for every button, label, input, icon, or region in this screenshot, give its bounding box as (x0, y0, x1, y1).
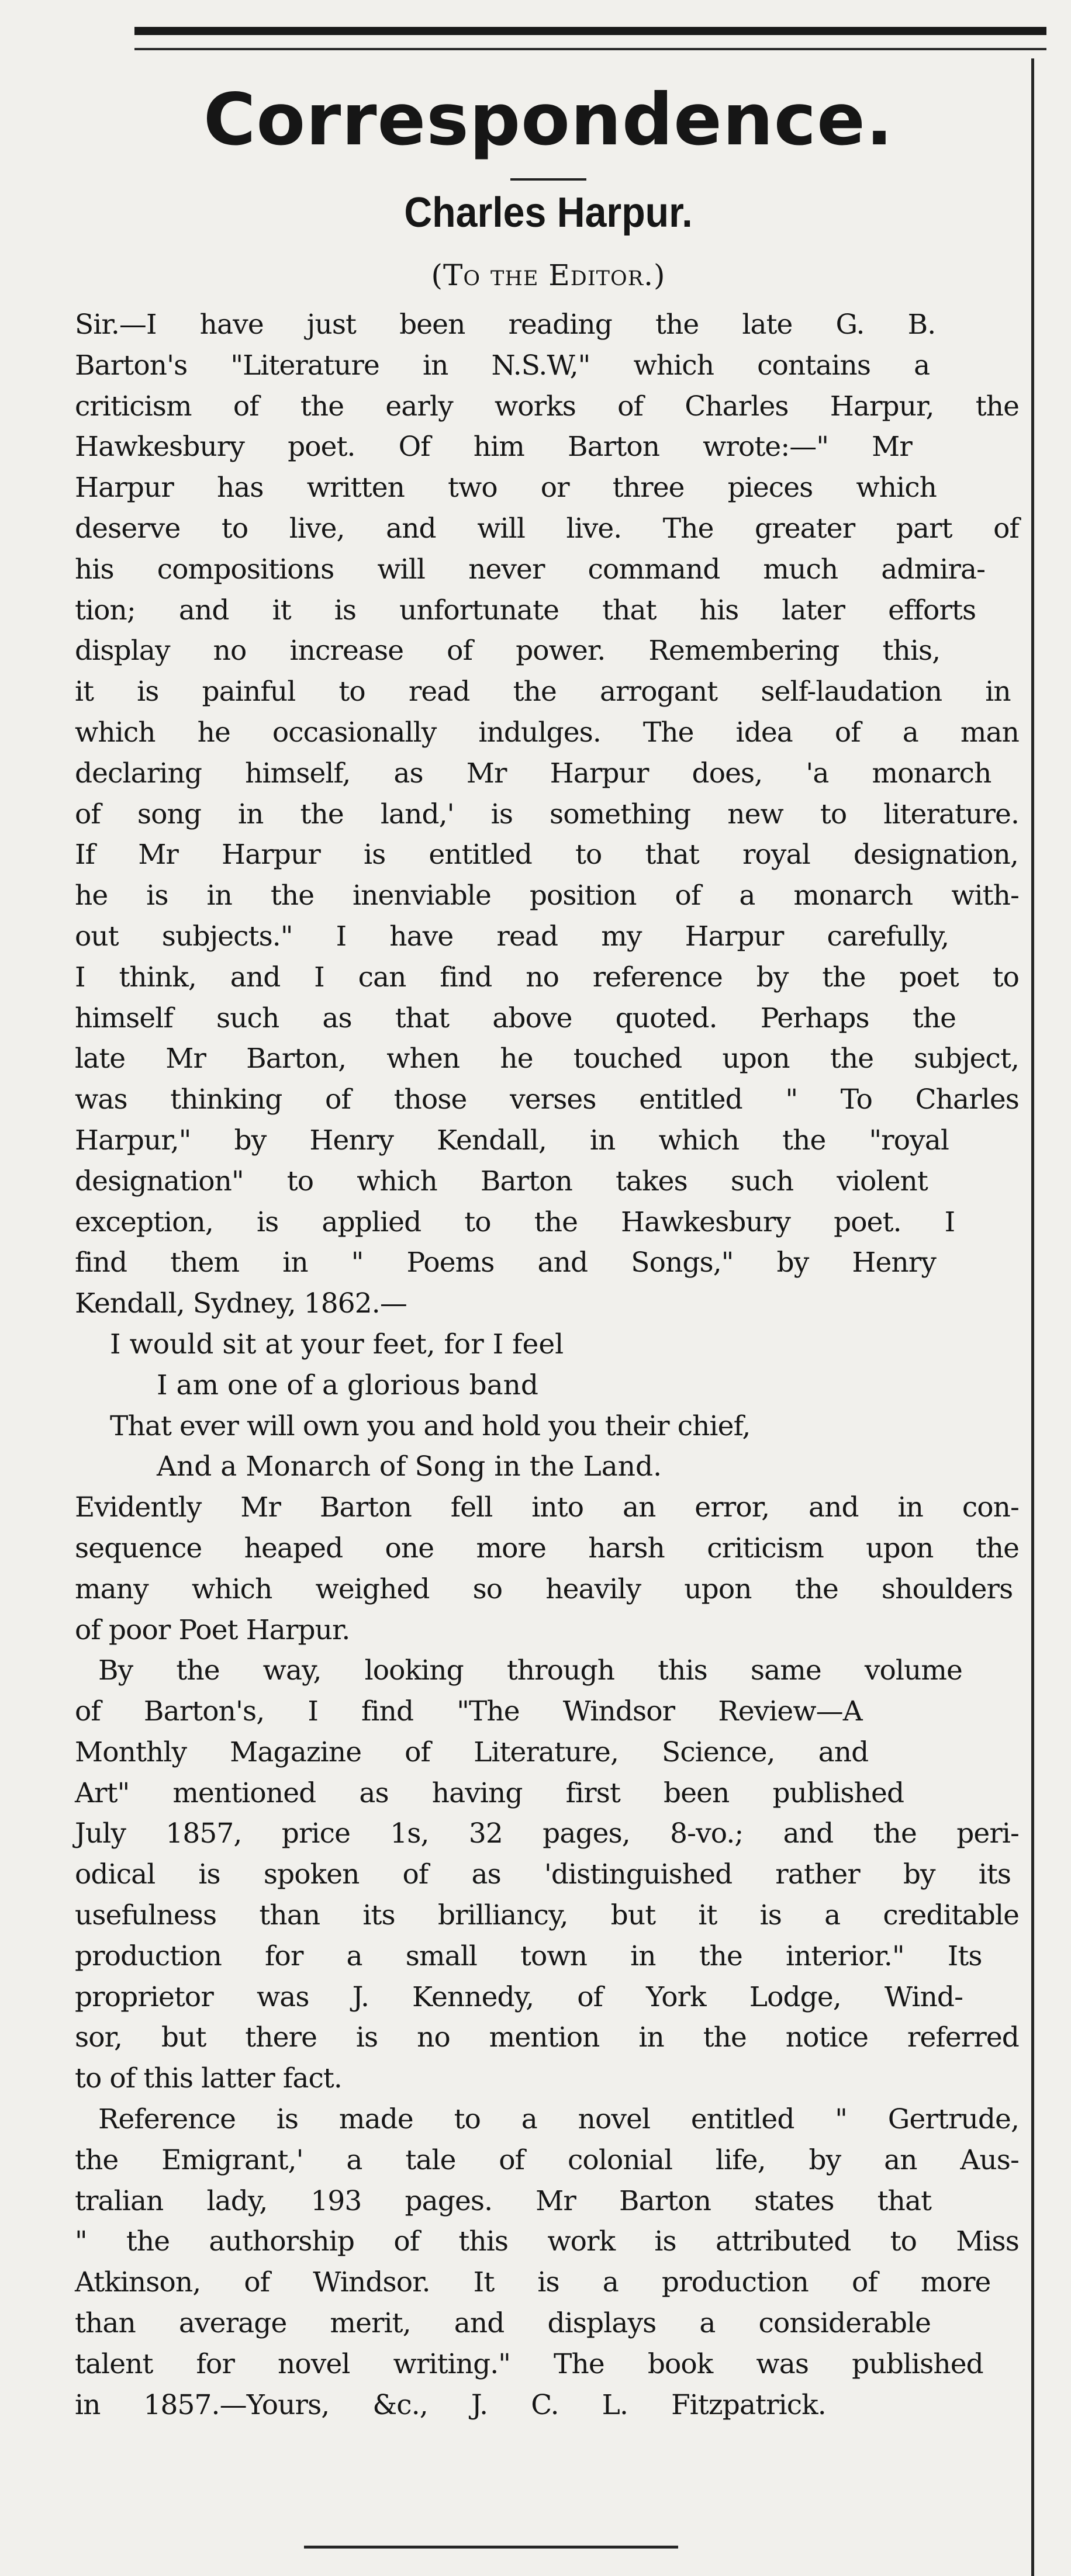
body-line: Art" mentioned as having first been published (75, 1777, 904, 1809)
body-line: Kendall, Sydney, 1862.— (75, 1287, 407, 1320)
body-line: Monthly Magazine of Literature, Science, and (75, 1736, 869, 1768)
body-line: late Mr Barton, when he touched upon the subject, (75, 1043, 1019, 1075)
body-line: talent for novel writing." The book was published (75, 2348, 983, 2380)
body-line: proprietor was J. Kennedy, of York Lodge, Wind- (75, 1981, 963, 2013)
signature-line: in 1857.—Yours, &c., J. C. L. Fitzpatrick. (75, 2388, 826, 2421)
body-line: exception, is applied to the Hawkesbury poet. I (75, 1206, 955, 1238)
body-line: find them in " Poems and Songs," by Henry (75, 1247, 937, 1279)
body-line: designation" to which Barton takes such violent (75, 1165, 928, 1197)
top-rule-thin (134, 48, 1046, 50)
body-line: Barton's "Literature in N.S.W," which contains a (75, 349, 930, 382)
body-line: I think, and I can find no reference by the poet to (75, 961, 1019, 993)
top-rule-thick (134, 27, 1046, 35)
body-line: Harpur has written two or three pieces which (75, 472, 937, 504)
body-line: tion; and it is unfortunate that his later efforts (75, 594, 976, 626)
body-line: of Barton's, I find "The Windsor Review—A (75, 1695, 862, 1728)
body-line: sequence heaped one more harsh criticism upon the (75, 1532, 1019, 1564)
body-line: display no increase of power. Remembering this, (75, 635, 941, 667)
letter-body-part-1 (75, 304, 1022, 1324)
article-headline: Charles Harpur. (404, 189, 693, 236)
body-line: criticism of the early works of Charles Harpur, the (75, 390, 1019, 423)
body-line: out subjects." I have read my Harpur carefully, (75, 920, 949, 953)
body-line: many which weighed so heavily upon the shoulders (75, 1573, 1013, 1605)
body-line: declaring himself, as Mr Harpur does, 'a monarch (75, 757, 991, 790)
body-line: If Mr Harpur is entitled to that royal designation, (75, 839, 1018, 871)
body-line: odical is spoken of as 'distinguished rather by its (75, 1858, 1011, 1891)
end-rule (304, 2546, 678, 2549)
verse-line: I am one of a glorious band (157, 1369, 538, 1401)
article-column (75, 73, 1022, 2425)
verse-quotation (75, 1324, 1022, 1487)
verse-line: I would sit at your feet, for I feel (110, 1328, 564, 1360)
body-line: it is painful to read the arrogant self-laudation in (75, 676, 1011, 708)
body-line: Reference is made to a novel entitled " Gertrude, (98, 2103, 1019, 2136)
column-rule (1031, 58, 1034, 2576)
body-line: tralian lady, 193 pages. Mr Barton states that (75, 2184, 932, 2217)
body-line: which he occasionally indulges. The idea of a man (75, 716, 1019, 749)
body-line: production for a small town in the interior." Its (75, 1940, 982, 1972)
verse-line: That ever will own you and hold you their chief, (110, 1410, 751, 1442)
body-line: deserve to live, and will live. The greater part of (75, 512, 1019, 545)
body-line: himself such as that above quoted. Perhaps the (75, 1002, 956, 1034)
body-line: usefulness than its brilliancy, but it is a creditable (75, 1899, 1019, 1932)
body-line: Hawkesbury poet. Of him Barton wrote:—" Mr (75, 431, 912, 463)
body-line: Evidently Mr Barton fell into an error, and in con- (75, 1491, 1019, 1524)
body-line: Harpur," by Henry Kendall, in which the "royal (75, 1124, 949, 1157)
body-line: his compositions will never command much admira- (75, 553, 986, 586)
body-line: the Emigrant,' a tale of colonial life, by an Aus- (75, 2144, 1019, 2176)
to-the-editor: (To the Editor.) (431, 258, 666, 292)
body-line: sor, but there is no mention in the notice referred (75, 2021, 1019, 2054)
body-line: Sir.—I have just been reading the late G. B. (75, 309, 936, 341)
body-line: By the way, looking through this same volume (98, 1654, 962, 1687)
body-line: he is in the inenviable position of a monarch with- (75, 880, 1019, 912)
section-masthead: Correspondence. (203, 78, 894, 161)
body-line: " the authorship of this work is attributed to Miss (75, 2225, 1019, 2258)
body-line: to of this latter fact. (75, 2062, 342, 2095)
body-line: July 1857, price 1s, 32 pages, 8-vo.; and the peri- (75, 1817, 1019, 1850)
body-line: Atkinson, of Windsor. It is a production of more (75, 2266, 991, 2299)
body-line: of song in the land,' is something new to literature. (75, 798, 1019, 830)
verse-line: And a Monarch of Song in the Land. (157, 1450, 662, 1483)
body-line: than average merit, and displays a considerable (75, 2307, 931, 2340)
letter-body-part-2 (75, 1487, 1022, 2425)
body-line: of poor Poet Harpur. (75, 1614, 350, 1646)
body-line: was thinking of those verses entitled " To Charles (75, 1083, 1019, 1116)
